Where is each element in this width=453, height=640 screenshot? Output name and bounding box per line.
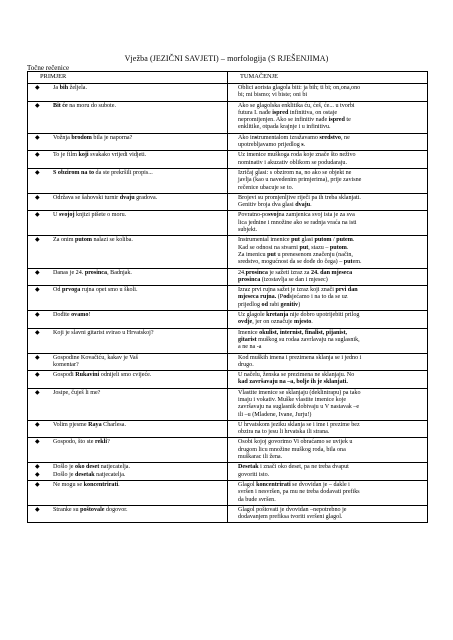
explanation-line: prijedlog od rabi genitiv): [238, 301, 301, 308]
explanation-cell: [228, 420, 428, 438]
header-example: PRIMJER: [28, 72, 228, 84]
example-sentence: Došlo je desetak natjecatelja.: [53, 471, 126, 478]
example-sentence: Ja bih željela.: [53, 85, 88, 91]
example-sentence: Vožnja brodom bila je naporna?: [53, 134, 133, 141]
example-cell: [28, 480, 228, 505]
table-caption: Točne rečenice: [27, 64, 70, 72]
diamond-bullet-icon: ◆: [35, 354, 40, 361]
explanation-cell: [228, 311, 428, 329]
table-row: [28, 101, 428, 133]
table-row: [28, 236, 428, 268]
explanation-line: Uz glagole kretanja nije dobro upotrijebiti prilog: [238, 312, 360, 319]
diamond-bullet-icon: ◆: [35, 372, 40, 379]
explanation-cell: [228, 463, 428, 481]
explanation-line: dodavanjem prefiksa tvoriti svršeni glagol.: [238, 514, 343, 521]
explanation-cell: [228, 193, 428, 211]
explanation-line: prosinca (izostavlja se dan i mjesec): [238, 276, 328, 283]
explanation-line: govoriti isto.: [238, 471, 270, 478]
explanation-line: U načelu, ženska se prezimena ne sklanjaju. No: [238, 372, 355, 379]
diamond-bullet-icon: ◆: [35, 471, 40, 478]
example-cell: [28, 268, 228, 286]
example-cell: [28, 133, 228, 151]
explanation-line: rečenice ubacuje se to.: [238, 184, 294, 191]
example-sentence: Bit će na moru do subote.: [53, 102, 116, 109]
explanation-line: muškarac ili žena.: [238, 454, 283, 461]
diamond-bullet-icon: ◆: [35, 85, 40, 91]
explanation-cell: [228, 480, 428, 505]
table-row: [28, 168, 428, 193]
explanation-line: nominativ i akuzativ oblikom se podudaraju.: [238, 159, 347, 166]
explanation-line: Brojevi su promjenljive riječi pa ih treba sklanjati.: [238, 194, 361, 201]
table-row: [28, 211, 428, 236]
explanation-cell: [228, 268, 428, 286]
explanation-line: svršen i nesvršen, pa mu ne treba dodavati prefiks: [238, 489, 360, 496]
example-sentence: Gospodo, što ste rekli?: [53, 439, 110, 446]
explanation-cell: [228, 101, 428, 133]
explanation-line: bi; mi bismo; vi biste; oni bi: [238, 92, 308, 99]
explanation-line: kad završavaju na –a, bolje ih je sklanjati.: [238, 379, 348, 386]
explanation-line: drugo.: [238, 361, 254, 368]
diamond-bullet-icon: ◆: [35, 212, 40, 219]
explanation-line: javlja (kao u navedenim primjerima), prije zavisne: [238, 177, 362, 184]
table-row: [28, 463, 428, 481]
table-row: [28, 193, 428, 211]
diamond-bullet-icon: ◆: [35, 421, 40, 428]
example-sentence: Održava se šahovski turnir dvaju gradova.: [53, 194, 158, 201]
table-row: [28, 151, 428, 169]
example-cell: [28, 371, 228, 389]
explanation-line: imaju i vokativ. Muške vlastite imenice koje: [238, 396, 347, 403]
explanation-line: Oblici aorista glagola biti: ja bih; ti bi; on,ona,ono: [238, 85, 361, 91]
table-row: [28, 286, 428, 311]
table-row: [28, 84, 428, 102]
explanation-line: upotrebljavamo prijedlog s.: [238, 142, 306, 149]
example-cell: [28, 211, 228, 236]
table-row: [28, 268, 428, 286]
explanation-line: Glagol poštovati je dvovidan –nepotrebno je: [238, 506, 347, 513]
table-row: [28, 133, 428, 151]
explanation-cell: [228, 151, 428, 169]
example-sentence: Došlo je oko deset natjecatelja.: [53, 464, 131, 471]
example-cell: [28, 236, 228, 268]
example-cell: [28, 353, 228, 371]
explanation-cell: [228, 168, 428, 193]
explanation-line: da bude svršen.: [238, 496, 276, 503]
explanation-cell: [228, 438, 428, 463]
table-row: [28, 353, 428, 371]
explanation-line: Osobi kojoj govorimo Vi obraćamo se uvijek u: [238, 439, 353, 446]
diamond-bullet-icon: ◆: [35, 102, 40, 109]
explanation-line: Kad se odnosi na stvarni put, stazu – putom.: [238, 244, 349, 251]
explanation-line: U hrvatskom jeziku sklanja se i ime i prezime bez: [238, 421, 360, 428]
table-row: [28, 328, 428, 353]
table-row: [28, 420, 428, 438]
example-sentence: Stranke su poštovale dogovor.: [53, 506, 128, 513]
example-cell: [28, 420, 228, 438]
explanation-cell: [228, 133, 428, 151]
explanation-cell: [228, 211, 428, 236]
diamond-bullet-icon: ◆: [35, 506, 40, 513]
example-sentence: Josipe, čuješ li me?: [53, 389, 101, 396]
diamond-bullet-icon: ◆: [35, 329, 40, 336]
table-row: [28, 311, 428, 329]
explanation-line: lica jednine i množine ako se radnja vraća na isti: [238, 219, 357, 226]
explanation-line: futura I. nađe ispred infinitiva, on ostaje: [238, 109, 338, 116]
explanation-cell: [228, 84, 428, 102]
example-cell: [28, 193, 228, 211]
example-cell: [28, 311, 228, 329]
example-cell: [28, 463, 228, 481]
explanation-line: Instrumental imenice put glasi putom / putem.: [238, 237, 355, 244]
explanation-line: Vlastite imenice se sklanjaju (deklinirapu) pa tako: [238, 389, 361, 396]
table-row: [28, 505, 428, 523]
diamond-bullet-icon: ◆: [35, 169, 40, 176]
diamond-bullet-icon: ◆: [35, 464, 40, 471]
explanation-cell: [228, 328, 428, 353]
explanation-cell: [228, 388, 428, 420]
explanation-line: ovdje, jer on označuje mjesto.: [238, 319, 313, 326]
example-cell: [28, 151, 228, 169]
example-cell: [28, 84, 228, 102]
header-explanation: TUMAČENJE: [228, 72, 428, 84]
explanation-line: završavaju na suglasnik dobivaju u V nastavak –e: [238, 404, 360, 411]
example-sentence: komentar?: [53, 361, 79, 368]
explanation-line: Imenice okulist, internist, finalist, pijanist,: [238, 329, 348, 336]
example-cell: [28, 168, 228, 193]
diamond-bullet-icon: ◆: [35, 269, 40, 276]
table-row: [28, 388, 428, 420]
example-sentence: Od prvoga rujna opet smo u školi.: [53, 287, 138, 294]
explanation-cell: [228, 505, 428, 523]
explanation-cell: [228, 236, 428, 268]
explanation-line: enklitike, otpada krajnje i u infinitivu.: [238, 124, 331, 131]
explanation-line: Izraz prvi rujna sažet je izraz koji znači prvi dan: [238, 287, 358, 294]
explanation-line: a ne na -a: [238, 344, 262, 351]
example-sentence: Volim pjesme Raya Charlesa.: [53, 421, 127, 428]
diamond-bullet-icon: ◆: [35, 152, 40, 159]
example-cell: [28, 438, 228, 463]
examples-table: [27, 71, 428, 523]
example-cell: [28, 505, 228, 523]
explanation-line: Ako instrumentalom izražavamo sredstvo, ne: [238, 134, 350, 141]
diamond-bullet-icon: ◆: [35, 134, 40, 141]
document-title: Vježba (JEZIČNI SAVJETI) – morfologija (S RJEŠENJIMA): [124, 54, 329, 63]
diamond-bullet-icon: ◆: [35, 287, 40, 294]
explanation-line: Za imenicu put u prenesenom značenju (način,: [238, 251, 353, 258]
explanation-line: Povratno-posvojna zamjenica svoj ista je za sva: [238, 212, 355, 219]
explanation-line: obzira na to jesu li hrvatska ili strana.: [238, 429, 330, 436]
explanation-cell: [228, 353, 428, 371]
explanation-line: 24.prosinca je sažeti izraz za 24. dan mjeseca: [238, 269, 353, 276]
explanation-line: sredstvo, mogućnost da se dođe do čega) – putem.: [238, 259, 362, 266]
example-sentence: S obzirom na to da ste prekršili propis...: [53, 169, 153, 176]
explanation-line: gitarist muškog su rodaa zavrlavaju na suglasnik,: [238, 336, 360, 343]
table-row: [28, 438, 428, 463]
table-body: [28, 84, 428, 523]
example-sentence: To je film koji svakako vrijedi vidjeti.: [53, 152, 147, 159]
example-sentence: Danas je 24. prosinca, Badnjak.: [53, 269, 132, 276]
explanation-line: Uz imenice muškoga roda koje znače što neživo: [238, 152, 356, 159]
explanation-cell: [228, 371, 428, 389]
explanation-line: Ako se glagolska enklitika ću, ćeš, će... u tvorbi: [238, 102, 355, 109]
example-sentence: Gospodine Kovačiću, kakav je Vaš: [53, 354, 139, 361]
table-row: [28, 480, 428, 505]
example-sentence: Ne mogu se koncentrirati.: [53, 481, 120, 488]
explanation-line: Izričaj glasi: s obzirom na, no ako se objekt ne: [238, 169, 352, 176]
diamond-bullet-icon: ◆: [35, 194, 40, 201]
example-sentence: Dođite ovamo!: [53, 312, 91, 319]
explanation-line: Genitiv broja dva glasi dvaju.: [238, 202, 312, 209]
explanation-line: ili –u (Mladene, Ivane, Jurju!): [238, 411, 312, 418]
explanation-line: Kod muških imena i prezimena sklanja se i jedno i: [238, 354, 362, 361]
example-sentence: Koji je slavni gitarist svirao u Hrvatskoj?: [53, 329, 154, 336]
explanation-line: drugom licu množine muškog roda, bila ona: [238, 446, 346, 453]
example-cell: [28, 388, 228, 420]
explanation-line: nepromijenjen. Ako se infinitiv nađe ispred te: [238, 117, 351, 124]
diamond-bullet-icon: ◆: [35, 439, 40, 446]
diamond-bullet-icon: ◆: [35, 481, 40, 488]
explanation-line: subjekt.: [238, 227, 258, 234]
explanation-line: Glagol koncentrirati se dvovidan je – dakle i: [238, 481, 350, 488]
table-row: [28, 371, 428, 389]
diamond-bullet-icon: ◆: [35, 237, 40, 244]
explanation-line: Desetak i znači oko deset, pa ne treba dvaput: [238, 464, 349, 471]
diamond-bullet-icon: ◆: [35, 312, 40, 319]
diamond-bullet-icon: ◆: [35, 389, 40, 396]
explanation-line: mjeseca rujna. (Podsjećamo i na to da se uz: [238, 294, 348, 301]
example-cell: [28, 328, 228, 353]
example-cell: [28, 101, 228, 133]
example-sentence: Gospođi Rukavini odnijeli smo cvijeće.: [53, 372, 152, 379]
example-sentence: U svojoj knjizi pišete o moru.: [53, 212, 127, 219]
table-header-row: [28, 72, 428, 84]
example-cell: [28, 286, 228, 311]
explanation-cell: [228, 286, 428, 311]
example-sentence: Za onim putom nalazi se koliba.: [53, 237, 133, 244]
